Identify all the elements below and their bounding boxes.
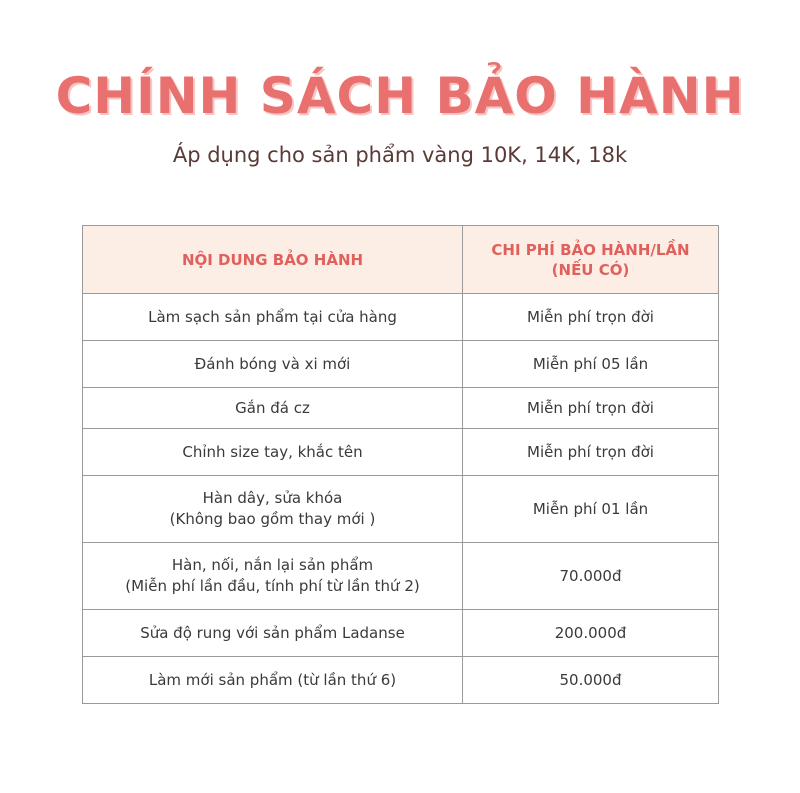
page-subtitle: Áp dụng cho sản phẩm vàng 10K, 14K, 18k [172, 143, 628, 167]
row-cost: 200.000đ [554, 623, 627, 642]
table-row [83, 476, 719, 543]
table-row [83, 388, 719, 429]
table-row [83, 610, 719, 657]
column-header-cost-note: (NẾU CÓ) [551, 260, 630, 279]
row-content: Đánh bóng và xi mới [194, 354, 351, 373]
row-cost: Miễn phí trọn đời [527, 398, 654, 417]
row-content: Hàn dây, sửa khóa [202, 489, 343, 507]
table-row [83, 341, 719, 388]
row-cost: Miễn phí 05 lần [532, 354, 649, 373]
row-content-cell [83, 610, 463, 657]
row-content-note: (Miễn phí lần đầu, tính phí từ lần thứ 2) [125, 577, 420, 595]
row-content-cell [83, 341, 463, 388]
row-cost: Miễn phí trọn đời [527, 442, 654, 461]
page-title: CHÍNH SÁCH BẢO HÀNH [55, 67, 745, 125]
table-row [83, 429, 719, 476]
row-content: Chỉnh size tay, khắc tên [182, 442, 363, 461]
row-content-cell [83, 476, 463, 543]
row-cost: 50.000đ [559, 670, 622, 689]
row-content-cell [83, 657, 463, 704]
column-header-content-label: NỘI DUNG BẢO HÀNH [181, 250, 364, 269]
row-cost-cell [463, 543, 719, 610]
row-content: Làm mới sản phẩm (từ lần thứ 6) [148, 670, 397, 689]
column-header-cost-label: CHI PHÍ BẢO HÀNH/LẦN [491, 240, 690, 259]
row-cost: 70.000đ [559, 566, 622, 585]
column-header-content [83, 226, 463, 294]
row-content-cell [83, 294, 463, 341]
row-cost-cell [463, 476, 719, 543]
table-row [83, 294, 719, 341]
row-content: Làm sạch sản phẩm tại cửa hàng [148, 307, 397, 326]
row-content: Hàn, nối, nắn lại sản phẩm [171, 556, 374, 574]
table-header-row [83, 226, 719, 294]
table-row [83, 657, 719, 704]
row-cost-cell [463, 294, 719, 341]
row-content-note: (Không bao gồm thay mới ) [169, 510, 376, 528]
row-content-cell [83, 543, 463, 610]
row-cost: Miễn phí 01 lần [532, 499, 649, 518]
row-content: Sửa độ rung với sản phẩm Ladanse [140, 623, 405, 642]
row-content-cell [83, 429, 463, 476]
column-header-cost [463, 226, 719, 294]
row-cost-cell [463, 610, 719, 657]
row-cost: Miễn phí trọn đời [527, 307, 654, 326]
row-cost-cell [463, 341, 719, 388]
row-cost-cell [463, 429, 719, 476]
row-cost-cell [463, 657, 719, 704]
row-cost-cell [463, 388, 719, 429]
row-content: Gắn đá cz [235, 398, 310, 417]
table-row [83, 543, 719, 610]
warranty-table [82, 225, 719, 704]
row-content-cell [83, 388, 463, 429]
